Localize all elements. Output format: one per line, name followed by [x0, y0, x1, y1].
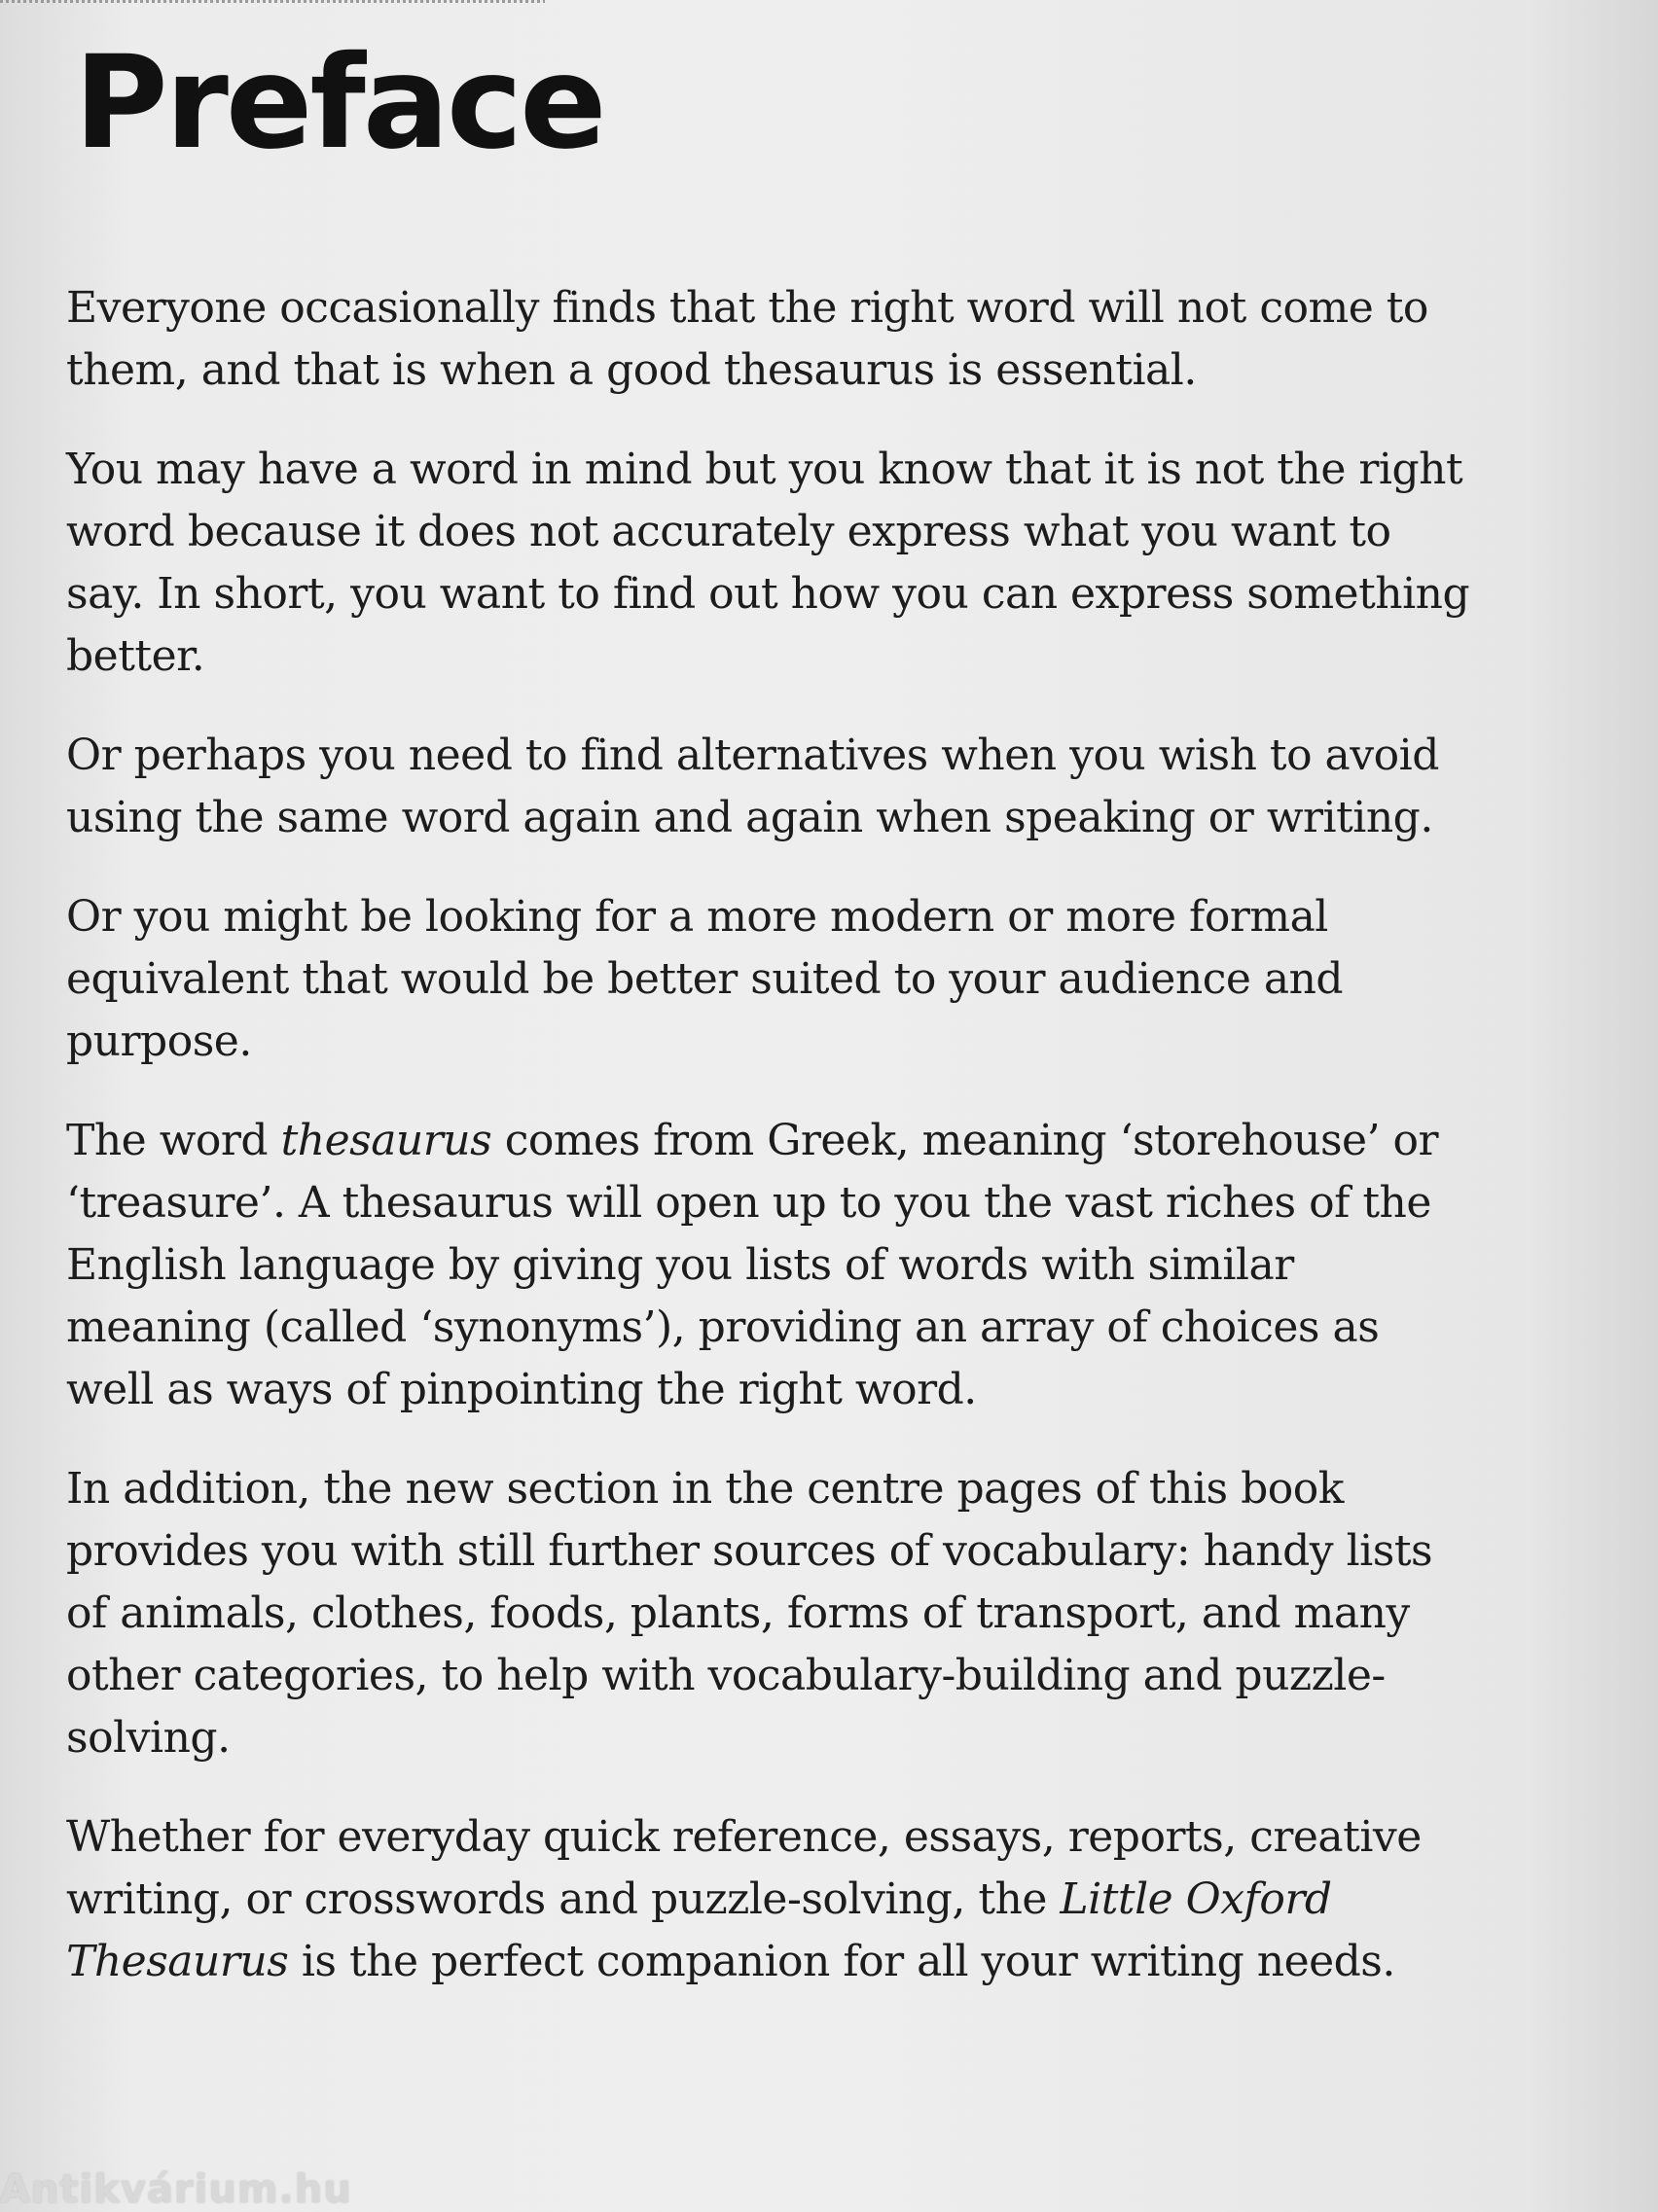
paragraph-text: Or you might be looking for a more modern or more formal equivalent that would be better suited to your audience and purpose.: [66, 892, 1344, 1066]
paragraph-text: Everyone occasionally finds that the right word will not come to them, and that is when a good thesaurus is essential.: [66, 283, 1428, 395]
paragraph-text: is the perfect companion for all your writing needs.: [288, 1937, 1395, 1986]
preface-paragraph: [66, 439, 1477, 688]
preface-paragraph: [66, 725, 1477, 849]
preface-paragraph: [66, 886, 1477, 1073]
paragraph-text: Whether for everyday quick reference, essays, reports, creative writing, or crosswords and puzzle-solving, the: [66, 1812, 1422, 1924]
paragraph-text: In addition, the new section in the centre pages of this book provides you with still further sources of vocabulary: handy lists of animals, clothes, foods, plants, forms of transport, and many other categories, to help with vocabulary-building and puzzle-solving.: [66, 1464, 1433, 1763]
paragraph-text: Or perhaps you need to find alternatives when you wish to avoid using the same word again and again when speaking or writing.: [66, 731, 1439, 842]
preface-paragraph: [66, 1458, 1477, 1769]
paragraph-text: The word: [66, 1116, 281, 1165]
watermark: Antikvárium.hu: [0, 2167, 352, 2212]
preface-paragraph: [66, 1110, 1477, 1421]
paragraph-text: You may have a word in mind but you know that it is not the right word because it does not accurately express what you want to say. In short, you want to find out how you can express something better.: [66, 445, 1470, 681]
preface-body: [66, 277, 1477, 2030]
preface-paragraph: [66, 277, 1477, 402]
preface-paragraph: [66, 1806, 1477, 1993]
page-heading: Preface: [74, 28, 604, 178]
italic-title-text: Little Oxford Thesaurus: [66, 1874, 1332, 1986]
paragraph-text: comes from Greek, meaning ‘storehouse’ or ‘treasure’. A thesaurus will open up to you the vast riches of the English language by giving you lists of words with similar meaning (called ‘synonyms’), providing an array of choices as well as ways of pinpointing the right word.: [66, 1116, 1439, 1414]
italic-title-text: thesaurus: [280, 1116, 492, 1165]
top-dotted-rule: [0, 0, 545, 3]
